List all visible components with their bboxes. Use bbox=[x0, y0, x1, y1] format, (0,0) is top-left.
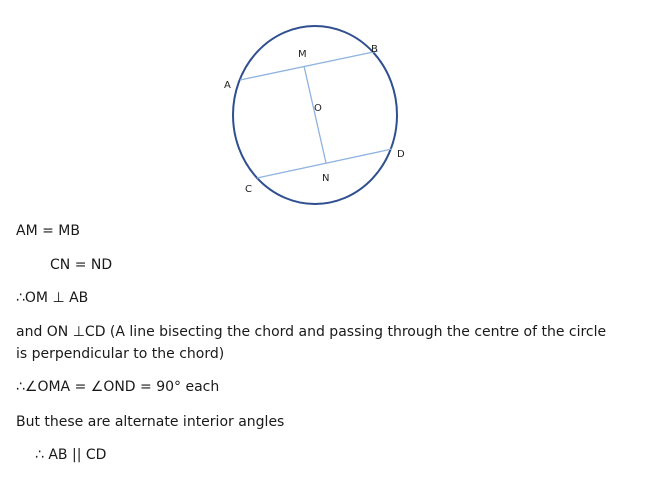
point-label-n: N bbox=[322, 173, 330, 184]
proof-step-1: AM = MB bbox=[16, 223, 80, 239]
proof-conclusion: ∴ AB || CD bbox=[35, 447, 107, 463]
point-label-m: M bbox=[298, 49, 307, 60]
point-label-o: O bbox=[314, 103, 322, 114]
proof-step-2: CN = ND bbox=[50, 257, 113, 273]
segment-mn bbox=[304, 66, 326, 163]
chord-ab bbox=[240, 51, 378, 80]
proof-step-5: ∴∠OMA = ∠OND = 90° each bbox=[16, 379, 220, 395]
point-label-b: B bbox=[371, 44, 378, 55]
proof-step-4: and ON ⊥CD (A line bisecting the chord and passing through the centre of the circle is perpendicular to the chord) bbox=[16, 324, 607, 362]
point-label-d: D bbox=[397, 149, 405, 160]
point-label-c: C bbox=[245, 184, 252, 195]
proof-step-6: But these are alternate interior angles bbox=[16, 414, 285, 430]
circle-chords-figure bbox=[0, 0, 660, 215]
proof-step-3: ∴OM ⊥ AB bbox=[16, 290, 89, 306]
point-label-a: A bbox=[224, 80, 231, 91]
